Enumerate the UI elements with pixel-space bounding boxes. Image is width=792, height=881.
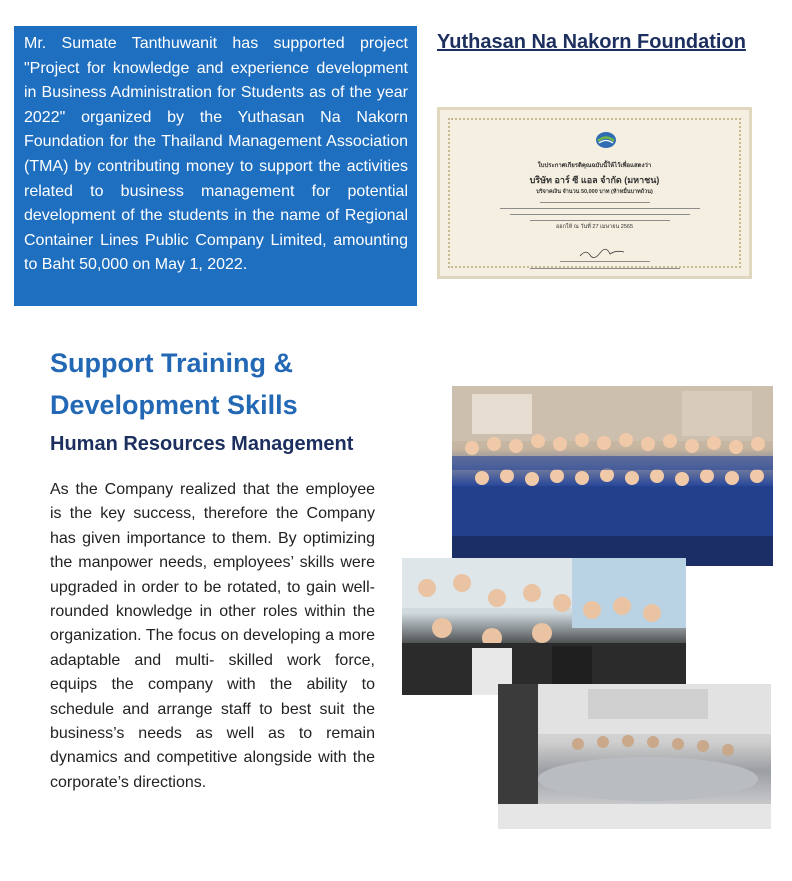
section-title-line2: Development Skills — [50, 390, 298, 420]
training-body-text: As the Company realized that the employee is the key success, therefore the Company has given importance to them. By optimizing the manpower needs, employees’ skills were upgraded in order to be rotated, to gain well- rounded knowledge in other roles within the organization. The focus on developing a more adaptable and multi- skilled work force, equips the company with the ability to schedule and arrange staff to best suit the business’s needs as well as to remain dynamics and competitive alongside with the corporate’s directions. — [50, 481, 375, 791]
foundation-seal-icon — [594, 130, 618, 150]
meeting-room-photo — [498, 684, 771, 829]
section-title — [50, 342, 298, 426]
meeting-photo-illustration — [498, 684, 771, 829]
foundation-title: Yuthasan Na Nakorn Foundation — [437, 31, 746, 53]
certificate-image — [437, 107, 752, 279]
team-photo-thumbs-up — [402, 558, 686, 695]
certificate-text-line — [510, 214, 690, 215]
section-title-line1: Support Training & — [50, 348, 293, 378]
certificate-footer-line — [530, 268, 680, 269]
certificate-signature-line — [560, 261, 650, 262]
donation-paragraph: Mr. Sumate Tanthuwanit has supported project "Project for knowledge and experience development in Business Administration for Students as of the year 2022" organized by the Yuthasan Na Nakorn Foundation for the Thailand Management Association (TMA) by contributing money to support the activities related to business management for potential development of the students in the name of Regional Container Lines Public Company Limited, amounting to Baht 50,000 on May 1, 2022. — [24, 35, 408, 274]
certificate-border — [448, 118, 741, 268]
signature-icon — [578, 248, 628, 258]
team-photo-illustration — [402, 558, 686, 695]
section-subtitle: Human Resources Management — [50, 433, 354, 455]
certificate-text-line — [500, 208, 700, 209]
certificate-heading: ใบประกาศเกียรติคุณฉบับนี้ให้ไว้เพื่อแสดงว่า — [537, 163, 652, 169]
certificate-amount: บริจาคเงิน จำนวน 50,000 บาท (ห้าหมื่นบาทถ้วน) — [536, 189, 653, 195]
certificate-date: ออกให้ ณ วันที่ 27 เมษายน 2565 — [555, 224, 634, 230]
certificate-company: บริษัท อาร์ ซี แอล จำกัด (มหาชน) — [529, 175, 660, 185]
donation-box — [14, 26, 417, 306]
certificate-text-line — [530, 220, 670, 221]
group-photo-illustration — [452, 386, 773, 566]
group-photo-employees — [452, 386, 773, 566]
certificate-text-line — [540, 202, 650, 203]
